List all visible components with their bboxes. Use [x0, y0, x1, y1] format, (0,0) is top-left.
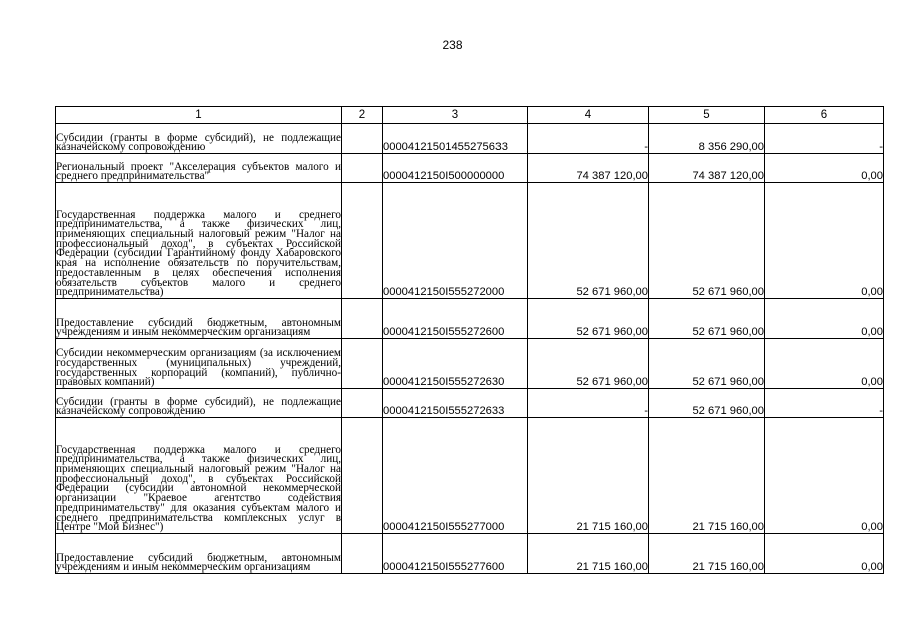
row-col2: [342, 154, 383, 183]
row-value-4: -: [528, 124, 649, 154]
row-value-6: 0,00: [765, 154, 884, 183]
row-col2: [342, 339, 383, 389]
row-col2: [342, 124, 383, 154]
row-name: Субсидии (гранты в форме субсидий), не подлежащие казначейскому сопровождению: [56, 124, 342, 154]
header-row: [56, 107, 884, 124]
row-value-6: 0,00: [765, 534, 884, 574]
row-value-5: 8 356 290,00: [649, 124, 765, 154]
row-col2: [342, 389, 383, 418]
row-code: 0000412150I555277600: [383, 534, 528, 574]
table-row: [56, 183, 884, 299]
row-value-5: 21 715 160,00: [649, 418, 765, 534]
table-row: [56, 534, 884, 574]
row-code: 0000412150I555277000: [383, 418, 528, 534]
row-value-6: 0,00: [765, 183, 884, 299]
table-row: [56, 418, 884, 534]
row-value-4: 52 671 960,00: [528, 183, 649, 299]
row-value-4: 52 671 960,00: [528, 339, 649, 389]
page-number: 238: [442, 38, 463, 52]
row-code: 000041215014552756З3: [383, 124, 528, 154]
row-code: 0000412150I555272633: [383, 389, 528, 418]
row-code: 0000412150I555272600: [383, 299, 528, 339]
header-col-1: 1: [56, 107, 342, 124]
row-value-5: 52 671 960,00: [649, 389, 765, 418]
row-value-5: 52 671 960,00: [649, 183, 765, 299]
row-value-4: 21 715 160,00: [528, 534, 649, 574]
table-row: [56, 339, 884, 389]
row-value-5: 21 715 160,00: [649, 534, 765, 574]
table-row: [56, 154, 884, 183]
header-col-5: 5: [649, 107, 765, 124]
budget-table: [55, 106, 884, 574]
row-col2: [342, 534, 383, 574]
row-code: 0000412150I500000000: [383, 154, 528, 183]
header-col-2: 2: [342, 107, 383, 124]
row-value-6: -: [765, 124, 884, 154]
header-col-4: 4: [528, 107, 649, 124]
header-col-6: 6: [765, 107, 884, 124]
row-code: 0000412150I555272000: [383, 183, 528, 299]
row-name: Государственная поддержка малого и среднего предпринимательства, а также физических лиц, применяющих специальный налоговый режим "Налог на профессиональный доход", в субъектах Российской Федерации (субсидии Гарантийному фонду Хабаровского края на исполнение обязательств по поручительствам, предоставленным в целях обеспечения исполнения обязательств субъектов малого и среднего предпринимательства): [56, 183, 342, 299]
row-value-5: 52 671 960,00: [649, 299, 765, 339]
header-col-3: 3: [383, 107, 528, 124]
row-value-4: 52 671 960,00: [528, 299, 649, 339]
row-value-4: 21 715 160,00: [528, 418, 649, 534]
row-name: Региональный проект "Акселерация субъектов малого и среднего предпринимательства": [56, 154, 342, 183]
row-code: 0000412150I555272630: [383, 339, 528, 389]
row-value-5: 52 671 960,00: [649, 339, 765, 389]
row-value-5: 74 387 120,00: [649, 154, 765, 183]
table-row: [56, 389, 884, 418]
row-name: Субсидии (гранты в форме субсидий), не подлежащие казначейскому сопровождению: [56, 389, 342, 418]
row-col2: [342, 183, 383, 299]
row-value-6: 0,00: [765, 339, 884, 389]
row-value-4: -: [528, 389, 649, 418]
table-row: [56, 124, 884, 154]
table-row: [56, 299, 884, 339]
row-value-6: 0,00: [765, 299, 884, 339]
row-col2: [342, 418, 383, 534]
row-name: Предоставление субсидий бюджетным, автономным учреждениям и иным некоммерческим организациям: [56, 534, 342, 574]
row-value-6: -: [765, 389, 884, 418]
row-name: Субсидии некоммерческим организациям (за исключением государственных (муниципальных) учреждений, государственных корпораций (компаний), публично-правовых компаний): [56, 339, 342, 389]
row-value-4: 74 387 120,00: [528, 154, 649, 183]
row-col2: [342, 299, 383, 339]
row-name: Государственная поддержка малого и среднего предпринимательства, а также физических лиц, применяющих специальный налоговый режим "Налог на профессиональный доход", в субъектах Российской Федерации (субсидии автономной некоммерческой организации "Краевое агентство содействия предпринимательству" для оказания субъектам малого и среднего предпринимательства комплексных услуг в Центре "Мой Бизнес"): [56, 418, 342, 534]
row-name: Предоставление субсидий бюджетным, автономным учреждениям и иным некоммерческим организациям: [56, 299, 342, 339]
row-value-6: 0,00: [765, 418, 884, 534]
